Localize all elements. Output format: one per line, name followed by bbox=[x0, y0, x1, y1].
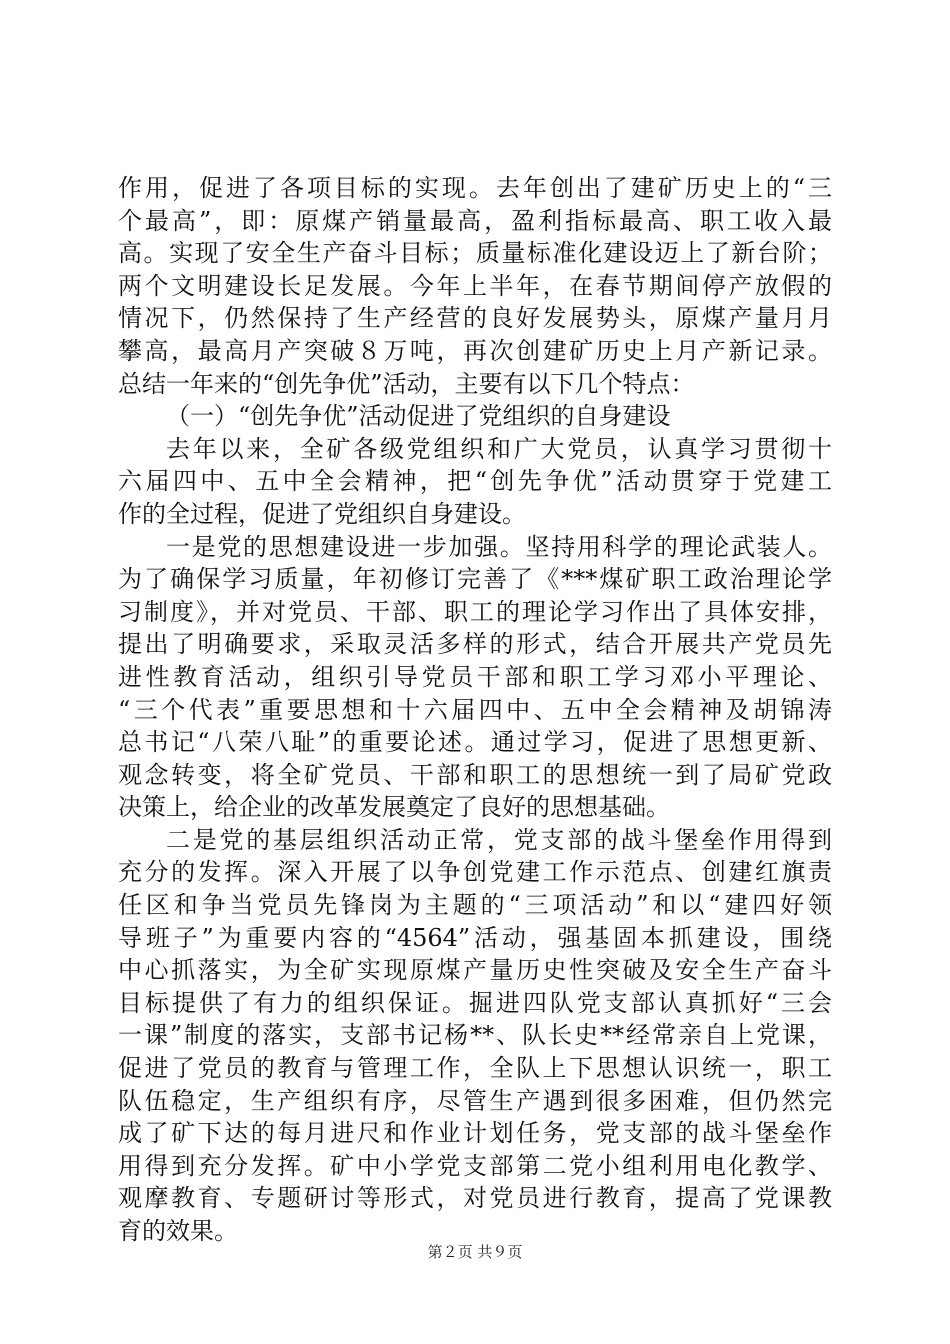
text-line: 作的全过程，促进了党组织自身建设。 bbox=[118, 499, 526, 528]
text-line: 二是党的基层组织活动正常，党支部的战斗堡垒作用得到 bbox=[166, 825, 832, 854]
text-line: 总书记“八荣八耻”的重要论述。通过学习，促进了思想更新、 bbox=[118, 728, 832, 757]
heading-line: （一）“创先争优”活动促进了党组织的自身建设 bbox=[166, 402, 671, 431]
paragraph bbox=[118, 172, 832, 400]
text-line: 目标提供了有力的组织保证。掘进四队党支部认真抓好“三会 bbox=[118, 988, 832, 1017]
text-line: 习制度》，并对党员、干部、职工的理论学习作出了具体安排， bbox=[118, 597, 832, 626]
text-line: 观念转变，将全矿党员、干部和职工的思想统一到了局矿党政 bbox=[118, 760, 832, 789]
text-line: 成了矿下达的每月进尺和作业计划任务，党支部的战斗堡垒作 bbox=[118, 1119, 832, 1148]
text-line: 队伍稳定，生产组织有序，尽管生产遇到很多困难，但仍然完 bbox=[118, 1086, 832, 1115]
text-line: 观摩教育、专题研讨等形式，对党员进行教育，提高了党课教 bbox=[118, 1184, 832, 1213]
text-line: 攀高，最高月产突破８万吨，再次创建矿历史上月产新记录。 bbox=[118, 336, 832, 365]
paragraph bbox=[118, 531, 832, 824]
text-line: 中心抓落实，为全矿实现原煤产量历史性突破及安全生产奋斗 bbox=[118, 956, 832, 985]
document-body bbox=[118, 172, 832, 1248]
text-line: 情况下，仍然保持了生产经营的良好发展势头，原煤产量月月 bbox=[118, 304, 832, 333]
text-line: 提出了明确要求，采取灵活多样的形式，结合开展共产党员先 bbox=[118, 630, 832, 659]
text-line: 为了确保学习质量，年初修订完善了《***煤矿职工政治理论学 bbox=[118, 565, 832, 594]
paragraph bbox=[118, 824, 832, 1248]
text-line: 两个文明建设长足发展。今年上半年，在春节期间停产放假的 bbox=[118, 271, 832, 300]
text-line: 决策上，给企业的改革发展奠定了良好的思想基础。 bbox=[118, 793, 670, 822]
text-line: 用得到充分发挥。矿中小学党支部第二党小组利用电化教学、 bbox=[118, 1151, 832, 1180]
text-line: “三个代表”重要思想和十六届四中、五中全会精神及胡锦涛 bbox=[118, 695, 832, 724]
page-number-footer: 第２页 共９页 bbox=[427, 1243, 523, 1261]
text-line: 育的效果。 bbox=[118, 1217, 238, 1245]
text-line: 一课”制度的落实，支部书记杨**、队长史**经常亲自上党课， bbox=[118, 1021, 832, 1050]
text-line: 作用，促进了各项目标的实现。去年创出了建矿历史上的“三 bbox=[118, 174, 832, 202]
text-line: 总结一年来的“创先争优”活动，主要有以下几个特点： bbox=[118, 369, 695, 398]
text-line: 任区和争当党员先锋岗为主题的“三项活动”和以“建四好领 bbox=[118, 891, 832, 920]
text-line: 进性教育活动，组织引导党员干部和职工学习邓小平理论、 bbox=[118, 662, 832, 691]
text-line: 充分的发挥。深入开展了以争创党建工作示范点、创建红旗责 bbox=[118, 858, 832, 887]
section-heading bbox=[118, 400, 832, 433]
text-line: 导班子”为重要内容的“4564”活动，强基固本抓建设，围绕 bbox=[118, 923, 832, 952]
text-line: 六届四中、五中全会精神，把“创先争优”活动贯穿于党建工 bbox=[118, 467, 832, 496]
text-line: 个最高”，即：原煤产销量最高，盈利指标最高、职工收入最 bbox=[118, 206, 832, 235]
text-line: 去年以来，全矿各级党组织和广大党员，认真学习贯彻十 bbox=[166, 434, 832, 463]
text-line: 促进了党员的教育与管理工作，全队上下思想认识统一，职工 bbox=[118, 1054, 832, 1083]
text-line: 一是党的思想建设进一步加强。坚持用科学的理论武装人。 bbox=[166, 532, 832, 561]
text-line: 高。实现了安全生产奋斗目标；质量标准化建设迈上了新台阶； bbox=[118, 239, 832, 268]
paragraph bbox=[118, 433, 832, 531]
